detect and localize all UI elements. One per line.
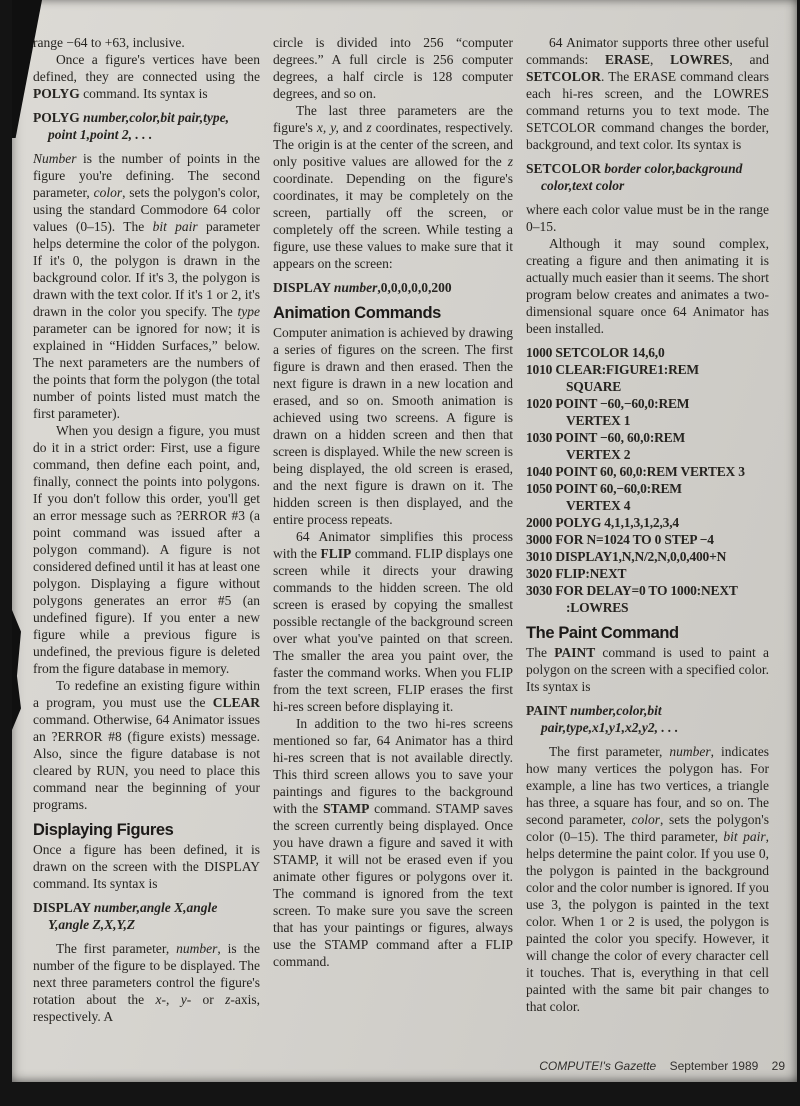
text-run: Number xyxy=(33,151,77,166)
section-heading: Animation Commands xyxy=(273,304,441,322)
section-heading: Displaying Figures xyxy=(33,821,174,839)
text-run: In addition to the two hi-res screens mentioned so far, 64 Animator has a third hi-res screen that is not available directly. This third screen allows you to save your paintings and figures to the background with the xyxy=(273,716,513,816)
paragraph xyxy=(33,51,260,102)
text-run: type xyxy=(237,304,260,319)
text-run: parameter can be ignored for now; it is explained in “Hidden Surfaces,” below. The next parameters are the numbers of the points that form the polygon (the total number of points listed must match the first parameter). xyxy=(33,321,260,421)
paragraph xyxy=(526,34,769,153)
text-run: POLYG xyxy=(33,110,84,125)
text-run: command. Its syntax is xyxy=(79,86,208,101)
text-run: parameter helps determine the color of the polygon. If it's 0, the polygon is drawn in the background color. If it's 3, the polygon is drawn with the text color. If it's 1 or 2, it's drawn in the color you specify. The xyxy=(33,219,260,319)
paragraph xyxy=(273,34,513,102)
text-run: LOWRES xyxy=(670,52,730,67)
text-run: and xyxy=(338,120,367,135)
text-run: Computer animation is achieved by drawing a series of figures on the screen. The first figure is drawn and then erased. Then the next figure is drawn in a new location and erased, and so on. Smooth animation is achieved using two screens. A figure is drawn on a hidden screen and then that screen is displayed. While the new screen is being displayed, the old screen is erased, and the next figure is drawn on it. The hidden screen is then displayed, and the entire process repeats. xyxy=(273,325,513,527)
scan-edge-shadow xyxy=(12,610,21,730)
article-body xyxy=(33,34,769,1050)
text-run: number xyxy=(333,280,378,295)
text-run: Once a figure's vertices have been defined, they are connected using the xyxy=(33,52,260,84)
code-line: 2000 POLYG 4,1,1,3,1,2,3,4 xyxy=(526,515,679,530)
code-line: SQUARE xyxy=(566,379,622,394)
code-line: VERTEX 4 xyxy=(566,498,631,513)
text-run: When you design a figure, you must do it in a strict order: First, use a figure command, then define each point, and, finally, connect the points into polygons. If you don't follow this order, you'll get an error message such as ?ERROR #3 (a point command was issued after a polygon command). A figure is not considered defined until it has at least one polygon. Displaying a figure without polygons generates an error #5 (an undefined figure). If you enter a new figure while a previous figure is undefined, the previous figure is deleted from the figure database in memory. xyxy=(33,423,260,676)
text-run: , and xyxy=(729,52,769,67)
text-run: range −64 to +63, inclusive. xyxy=(33,35,185,50)
text-run: . The ERASE command clears each hi-res screen, and the LOWRES command returns you to text mode. The SETCOLOR command changes the border, background, and text color. Its syntax is xyxy=(526,69,769,152)
magazine-title: COMPUTE!'s Gazette xyxy=(539,1059,657,1073)
text-run: command is used to paint a polygon on the screen with a specified color. Its syntax is xyxy=(526,645,769,694)
text-run: DISPLAY xyxy=(33,900,94,915)
text-run: , xyxy=(650,52,671,67)
code-line: 1000 SETCOLOR 14,6,0 xyxy=(526,345,665,360)
text-run: ERASE xyxy=(604,52,650,67)
text-run: number,color,bit pair,type, point 1,point 2, . . . xyxy=(48,110,230,142)
code-line: 1050 POINT 60,−60,0:REM xyxy=(526,481,682,496)
text-run: 64 Animator simplifies this process with the xyxy=(273,529,513,561)
syntax-block xyxy=(526,160,769,194)
text-run: x xyxy=(155,992,162,1007)
text-run: , helps determine the paint color. If you use 0, the polygon is painted in the background color and the color number is ignored. If you use 3, the polygon is painted in the text color. When 1 or 2 is used, the polygon is painted the color you specify. However, it will change the color of every character cell it touches. That is, everything in that cell painted with the same bit pair changes to that color. xyxy=(526,829,769,1014)
section-heading: The Paint Command xyxy=(526,624,679,642)
code-line: 3000 FOR N=1024 TO 0 STEP −4 xyxy=(526,532,714,547)
text-run: Once a figure has been defined, it is drawn on the screen with the DISPLAY command. Its syntax is xyxy=(33,842,260,891)
text-run: coordinate. Depending on the figure's coordinates, it may be completely on the screen, partially off the screen, or completely off the screen. While testing a figure, use these values to make sure that it appears on the screen: xyxy=(273,171,513,271)
paragraph xyxy=(33,34,260,51)
text-run: STAMP xyxy=(323,801,370,816)
text-run: , sets the polygon's color (0–15). The third parameter, xyxy=(526,812,769,844)
code-line: :LOWRES xyxy=(566,600,629,615)
code-line: 1010 CLEAR:FIGURE1:REM xyxy=(526,362,699,377)
text-run: border color,background color,text color xyxy=(541,161,743,193)
text-run: number xyxy=(669,744,711,759)
text-run: where each color value must be in the range 0–15. xyxy=(526,202,769,234)
text-run: command. FLIP displays one screen while it directs your drawing commands to the hidden screen. The old screen is erased by copying the smallest possible rectangle of the background screen over what you've painted on that screen. The smaller the area you paint over, the faster the command works. When you FLIP from the text screen, FLIP erases the first hi-res screen before displaying it. xyxy=(273,546,513,714)
text-run: -axis, respectively. A xyxy=(33,992,260,1024)
text-run: y xyxy=(180,992,187,1007)
text-run: x, y, xyxy=(316,120,339,135)
text-run: number xyxy=(176,941,218,956)
text-run: color xyxy=(631,812,661,827)
text-run: command. Otherwise, 64 Animator issues an ?ERROR #8 (figure exists) message. Also, since the figure database is not cleared by RUN, you need to place this command near the beginning of your programs. xyxy=(33,712,260,812)
column-3 xyxy=(526,34,769,1050)
text-run: The first parameter, xyxy=(55,941,177,956)
column-1 xyxy=(33,34,260,1050)
code-line: 3020 FLIP:NEXT xyxy=(526,566,627,581)
paragraph xyxy=(33,422,260,677)
page-footer xyxy=(529,1059,785,1073)
text-run: circle is divided into 256 “computer degrees.” A full circle is 256 computer degrees, a half circle is 128 computer degrees, and so on. xyxy=(273,35,513,101)
code-line: 1040 POINT 60, 60,0:REM VERTEX 3 xyxy=(526,464,745,479)
text-run: z xyxy=(507,154,513,169)
text-run: number,color,bit pair,type,x1,y1,x2,y2, . . . xyxy=(541,703,679,735)
text-run: Although it may sound complex, creating a figure and then animating it is actually much easier than it seems. The short program below creates and animates a two-dimensional square once 64 Animator has been installed. xyxy=(526,236,769,336)
syntax-block xyxy=(273,279,513,296)
magazine-page xyxy=(12,0,797,1082)
text-run: z xyxy=(366,120,372,135)
paragraph xyxy=(33,841,260,892)
paragraph xyxy=(273,528,513,715)
text-run: command. STAMP saves the screen currently being displayed. Once you have drawn a figure and saved it with STAMP, it will not be erased even if you animate other figures or polygons over it. The command is ignored from the text screen. To make sure you save the screen that has your paintings or figures, always use the STAMP command after a FLIP command. xyxy=(273,801,513,969)
text-run: number,angle X,angle Y,angle Z,X,Y,Z xyxy=(48,900,218,932)
text-run: , indicates how many vertices the polygon has. For example, a line has two vertices, a triangle has three, a square has four, and so on. The second parameter, xyxy=(526,744,769,827)
paragraph xyxy=(273,715,513,970)
text-run: The first parameter, xyxy=(548,744,670,759)
issue-date: September 1989 xyxy=(669,1059,759,1073)
text-run: - or xyxy=(186,992,226,1007)
syntax-block xyxy=(526,702,769,736)
code-listing xyxy=(526,344,769,616)
paragraph xyxy=(273,102,513,272)
text-run: CLEAR xyxy=(212,695,260,710)
text-run: To redefine an existing figure within a program, you must use the xyxy=(33,678,260,710)
text-run: is the number of points in the figure you're defining. The second parameter, xyxy=(33,151,260,200)
text-run: PAINT xyxy=(554,645,596,660)
text-run: The xyxy=(526,645,555,660)
text-run: POLYG xyxy=(33,86,80,101)
paragraph xyxy=(526,644,769,695)
code-line: 1030 POINT −60, 60,0:REM xyxy=(526,430,686,445)
text-run: ,0,0,0,0,0,200 xyxy=(377,280,452,295)
text-run: The last three parameters are the figure's xyxy=(273,103,513,135)
paragraph xyxy=(33,940,260,1025)
paragraph xyxy=(526,743,769,1015)
text-run: FLIP xyxy=(320,546,352,561)
text-run: color xyxy=(93,185,123,200)
paragraph xyxy=(33,677,260,813)
text-run: -, xyxy=(161,992,181,1007)
text-run: 64 Animator supports three other useful commands: xyxy=(526,35,769,67)
code-line: VERTEX 1 xyxy=(566,413,631,428)
paragraph xyxy=(526,201,769,235)
code-line: 3030 FOR DELAY=0 TO 1000:NEXT xyxy=(526,583,738,598)
text-run: SETCOLOR xyxy=(526,161,605,176)
syntax-block xyxy=(33,109,260,143)
code-line: 3010 DISPLAY1,N,N/2,N,0,0,400+N xyxy=(526,549,727,564)
paragraph xyxy=(273,324,513,528)
text-run: bit pair xyxy=(152,219,198,234)
text-run: DISPLAY xyxy=(273,280,334,295)
page-number: 29 xyxy=(771,1059,785,1073)
text-run: z xyxy=(225,992,231,1007)
syntax-block xyxy=(33,899,260,933)
text-run: coordinates, respectively. The origin is at the center of the screen, and only positive values are allowed for the xyxy=(273,120,513,169)
text-run: PAINT xyxy=(526,703,571,718)
code-line: 1020 POINT −60,−60,0:REM xyxy=(526,396,690,411)
paragraph xyxy=(33,150,260,422)
column-2 xyxy=(273,34,513,1050)
paragraph xyxy=(526,235,769,337)
text-run: , is the number of the figure to be displayed. The next three parameters control the figure's rotation about the xyxy=(33,941,260,1007)
text-run: SETCOLOR xyxy=(526,69,602,84)
text-run: , sets the polygon's color, using the standard Commodore 64 color values (0–15). The xyxy=(33,185,260,234)
code-line: VERTEX 2 xyxy=(566,447,631,462)
text-run: bit pair xyxy=(723,829,766,844)
